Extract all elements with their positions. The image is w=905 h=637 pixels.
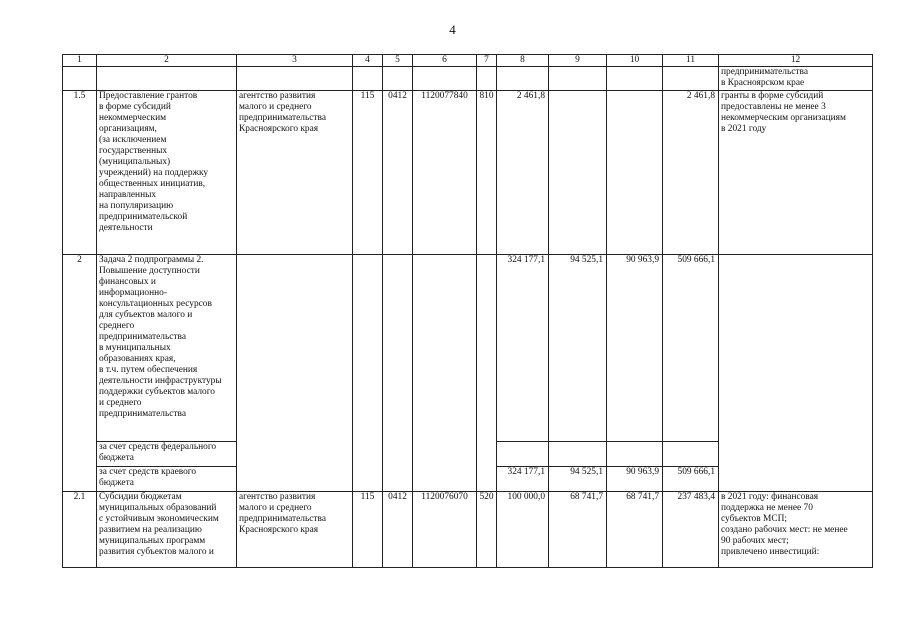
amount-total: 237 483,4 bbox=[663, 492, 719, 568]
cell bbox=[497, 442, 549, 467]
col-header-2: 2 bbox=[97, 55, 237, 67]
activity-name: Субсидии бюджетам муниципальных образований с устойчивым экономическим развитием на реализацию муниципальных программ развития субъектов малого и bbox=[97, 492, 237, 568]
amount-year-2: 94 525,1 bbox=[549, 467, 607, 492]
amount-total: 509 666,1 bbox=[663, 467, 719, 492]
cell bbox=[237, 255, 353, 492]
amount-year-3 bbox=[607, 91, 663, 255]
grbs-code: 115 bbox=[353, 492, 383, 568]
row-number: 2 bbox=[63, 255, 97, 492]
funding-source: за счет средств краевого бюджета bbox=[97, 467, 237, 492]
section-code: 0412 bbox=[383, 91, 413, 255]
col-header-1: 1 bbox=[63, 55, 97, 67]
expense-type-code: 520 bbox=[477, 492, 497, 568]
cell bbox=[719, 255, 873, 492]
activity-name: Предоставление грантов в форме субсидий некоммерческим организациям, (за исключением государственных (муниципальных) учреждений) на поддержку общественных инициатив, направленных на популяризацию предпринимательской деятельности bbox=[97, 91, 237, 255]
amount-year-1: 100 000,0 bbox=[497, 492, 549, 568]
executor: агентство развития малого и среднего предпринимательства Красноярского края bbox=[237, 492, 353, 568]
amount-year-1: 2 461,8 bbox=[497, 91, 549, 255]
col-header-6: 6 bbox=[413, 55, 477, 67]
amount-year-2: 94 525,1 bbox=[549, 255, 607, 442]
cell bbox=[549, 67, 607, 91]
row-number: 2.1 bbox=[63, 492, 97, 568]
header-row bbox=[63, 55, 873, 67]
cell bbox=[383, 255, 413, 492]
table-row bbox=[63, 255, 873, 442]
col-header-11: 11 bbox=[663, 55, 719, 67]
cell bbox=[353, 67, 383, 91]
target-article-code: 1120076070 bbox=[413, 492, 477, 568]
task-name: Задача 2 подпрограммы 2. Повышение доступности финансовых и информационно- консультационных ресурсов для субъектов малого и среднего предпринимательства в муниципальных образованиях края, в т.ч. путем обеспечения деятельности инфраструктуры поддержки субъектов малого и среднего предпринимательства bbox=[97, 255, 237, 442]
cell bbox=[383, 67, 413, 91]
cell bbox=[607, 442, 663, 467]
section-code: 0412 bbox=[383, 492, 413, 568]
expected-result: в 2021 году: финансовая поддержка не менее 70 субъектов МСП; создано рабочих мест: не менее 90 рабочих мест; привлечено инвестиций: bbox=[719, 492, 873, 568]
amount-year-2 bbox=[549, 91, 607, 255]
program-table bbox=[62, 54, 873, 568]
funding-source: за счет средств федерального бюджета bbox=[97, 442, 237, 467]
cell bbox=[413, 67, 477, 91]
cell bbox=[549, 442, 607, 467]
col-header-12: 12 bbox=[719, 55, 873, 67]
col-header-10: 10 bbox=[607, 55, 663, 67]
cell bbox=[663, 442, 719, 467]
expense-type-code: 810 bbox=[477, 91, 497, 255]
amount-total: 509 666,1 bbox=[663, 255, 719, 442]
col-header-4: 4 bbox=[353, 55, 383, 67]
target-article-code: 1120077840 bbox=[413, 91, 477, 255]
expected-result: гранты в форме субсидий предоставлены не менее 3 некоммерческим организациям в 2021 году bbox=[719, 91, 873, 255]
executor: агентство развития малого и среднего предпринимательства Красноярского края bbox=[237, 91, 353, 255]
amount-year-1: 324 177,1 bbox=[497, 467, 549, 492]
col-header-9: 9 bbox=[549, 55, 607, 67]
cell bbox=[97, 67, 237, 91]
grbs-code: 115 bbox=[353, 91, 383, 255]
col-header-3: 3 bbox=[237, 55, 353, 67]
col-header-8: 8 bbox=[497, 55, 549, 67]
cell bbox=[353, 255, 383, 492]
page-number: 4 bbox=[449, 22, 456, 37]
col-header-5: 5 bbox=[383, 55, 413, 67]
col-header-7: 7 bbox=[477, 55, 497, 67]
cell bbox=[413, 255, 477, 492]
amount-year-2: 68 741,7 bbox=[549, 492, 607, 568]
cell bbox=[477, 255, 497, 492]
cell bbox=[663, 67, 719, 91]
result-cell: предпринимательства в Красноярском крае bbox=[719, 67, 873, 91]
cell bbox=[497, 67, 549, 91]
amount-year-3: 90 963,9 bbox=[607, 255, 663, 442]
row-number: 1.5 bbox=[63, 91, 97, 255]
table-row bbox=[63, 67, 873, 91]
cell bbox=[63, 67, 97, 91]
amount-year-1: 324 177,1 bbox=[497, 255, 549, 442]
cell bbox=[477, 67, 497, 91]
table-row bbox=[63, 492, 873, 568]
table-row bbox=[63, 91, 873, 255]
amount-total: 2 461,8 bbox=[663, 91, 719, 255]
cell bbox=[237, 67, 353, 91]
amount-year-3: 68 741,7 bbox=[607, 492, 663, 568]
cell bbox=[607, 67, 663, 91]
amount-year-3: 90 963,9 bbox=[607, 467, 663, 492]
